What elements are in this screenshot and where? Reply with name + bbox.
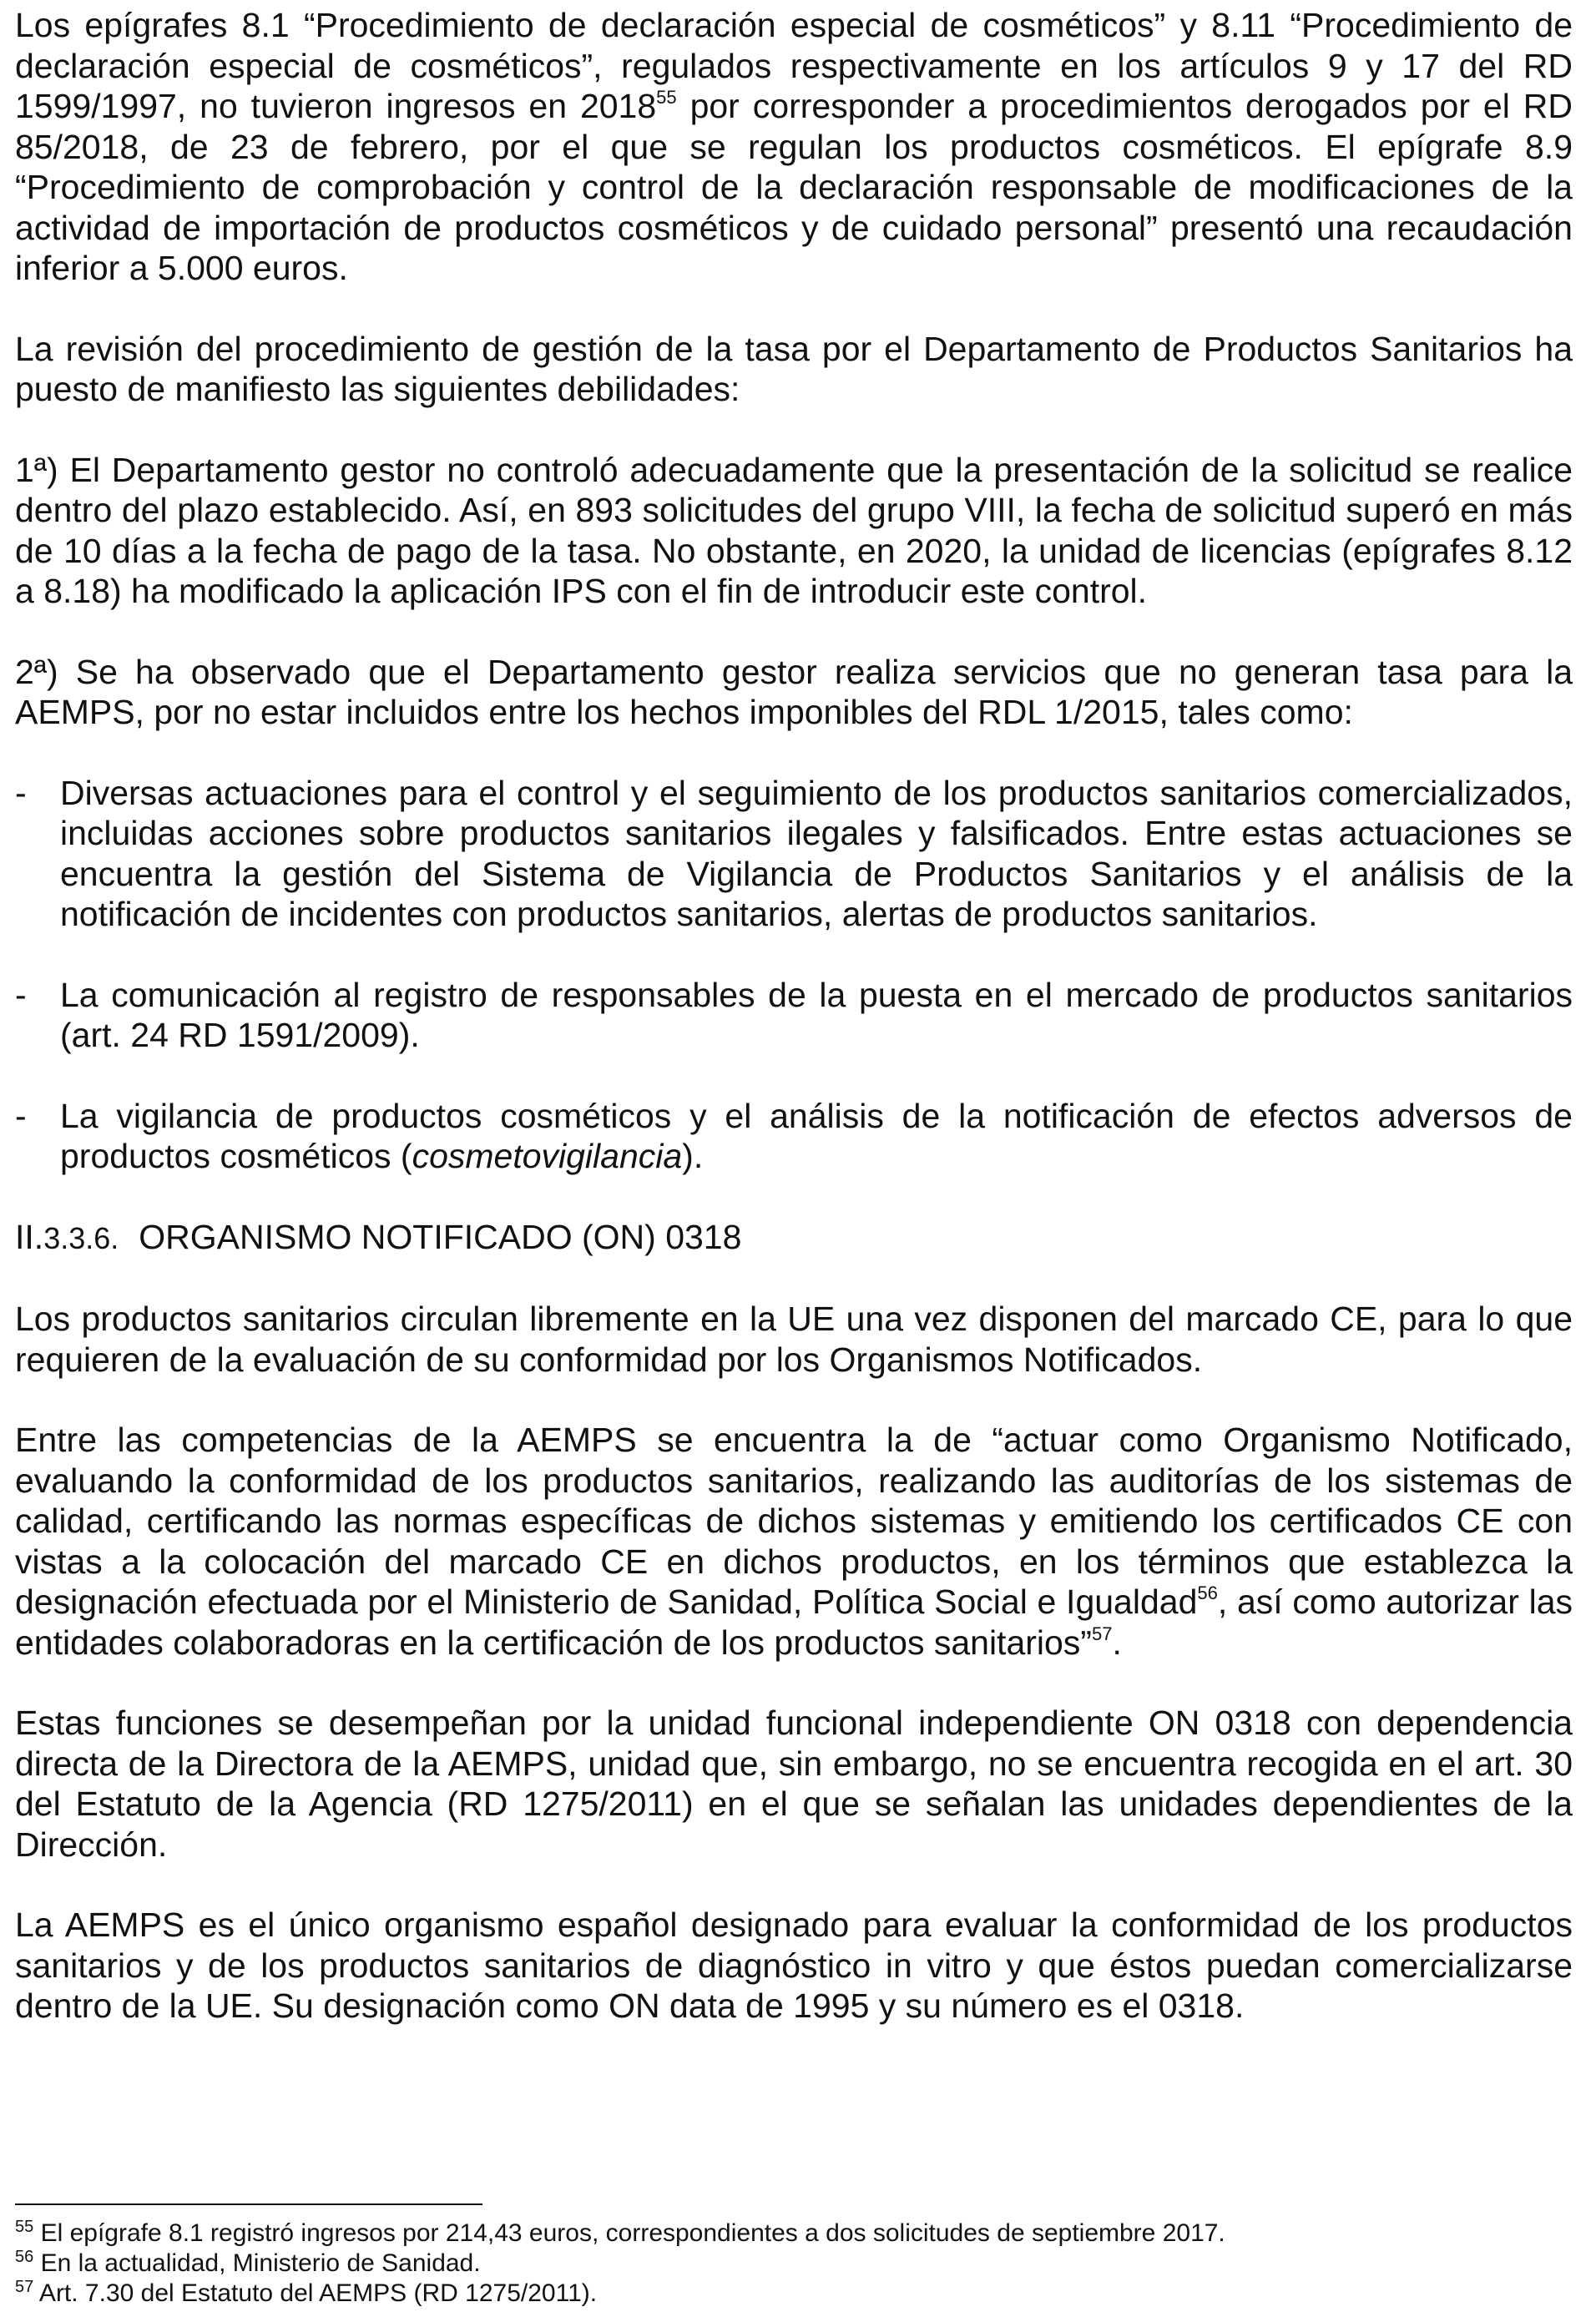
footnote-ref-57[interactable]: 57 — [1091, 1623, 1113, 1644]
footnote-text: Art. 7.30 del Estatuto del AEMPS (RD 1275/2011). — [33, 2279, 598, 2307]
footnote-57 — [15, 2279, 1573, 2309]
list-item-text-part: La vigilancia de productos cosméticos y el análisis de la notificación de efectos adversos de productos cosméticos ( — [60, 1096, 1573, 1175]
paragraph-aemps: La AEMPS es el único organismo español designado para evaluar la conformidad de los productos sanitarios y de los productos sanitarios de diagnóstico in vitro y que éstos puedan comercializarse dentro de la UE. Su designación como ON data de 1995 y su número es el 0318. — [15, 1906, 1573, 2025]
section-number — [15, 1217, 119, 1259]
section-number-suffix: 3.3.6. — [43, 1220, 119, 1255]
paragraph-funciones: Estas funciones se desempeñan por la unidad funcional independiente ON 0318 con dependencia directa de la Directora de la AEMPS, unidad que, sin embargo, no se encuentra recogida en el art. 30 del Estatuto de la Agencia (RD 1275/2011) en el que se señalan las unidades dependientes de la Dirección. — [15, 1704, 1573, 1864]
footnote-56 — [15, 2249, 1573, 2279]
list-item-text — [60, 1096, 1573, 1177]
footnote-ref-56[interactable]: 56 — [1197, 1583, 1218, 1604]
paragraph-text: , así como autorizar las entidades colaboradoras en la certificación de los productos sanitarios” — [15, 1583, 1573, 1662]
footnote-number: 57 — [15, 2278, 34, 2296]
paragraph-revision: La revisión del procedimiento de gestión de la tasa por el Departamento de Productos Sanitarios ha puesto de manifiesto las siguientes debilidades: — [15, 329, 1573, 408]
paragraph-epigrafes — [15, 5, 1573, 289]
bullet-dash: - — [15, 773, 27, 812]
section-title: ORGANISMO NOTIFICADO (ON) 0318 — [139, 1217, 742, 1256]
paragraph-competencias — [15, 1420, 1573, 1663]
document-body — [15, 5, 1573, 2067]
footnote-number: 55 — [15, 2218, 34, 2236]
footnote-text: En la actualidad, Ministerio de Sanidad. — [33, 2249, 481, 2277]
footnote-number: 56 — [15, 2248, 34, 2266]
paragraph-debilidad-2: 2ª) Se ha observado que el Departamento gestor realiza servicios que no generan tasa para la AEMPS, por no estar incluidos entre los hechos imponibles del RDL 1/2015, tales como: — [15, 652, 1573, 731]
footnote-divider — [15, 2203, 482, 2205]
emphasis-term: cosmetovigilancia — [412, 1137, 683, 1175]
footnote-ref-55[interactable]: 55 — [656, 87, 677, 109]
paragraph-debilidad-1: 1ª) El Departamento gestor no controló adecuadamente que la presentación de la solicitud se realice dentro del plazo establecido. Así, en 893 solicitudes del grupo VIII, la fecha de solicitud superó en más de 10 días a la fecha de pago de la tasa. No obstante, en 2020, la unidad de licencias (epígrafes 8.12 a 8.18) ha modificado la aplicación IPS con el fin de introducir este control. — [15, 450, 1573, 610]
paragraph-text: . — [1112, 1623, 1122, 1662]
list-item-text-part: ). — [682, 1137, 704, 1175]
footnote-text: El epígrafe 8.1 registró ingresos por 214,43 euros, correspondientes a dos solicitudes de septiembre 2017. — [33, 2219, 1225, 2247]
paragraph-text: por corresponder a procedimientos derogados por el RD 85/2018, de 23 de febrero, por el que se regulan los productos cosméticos. El epígrafe 8.9 “Procedimiento de comprobación y control de la declaración responsable de modificaciones de la actividad de importación de productos cosméticos y de cuidado personal” presentó una recaudación inferior a 5.000 euros. — [15, 87, 1573, 287]
section-heading — [15, 1217, 1573, 1259]
paragraph-text: Los epígrafes 8.1 “Procedimiento de declaración especial de cosméticos” y 8.11 “Procedimiento de declaración especial de cosméticos”, regulados respectivamente en los artículos 9 y 17 del RD 1599/1997, no tuvieron ingresos en 2018 — [15, 6, 1573, 125]
footnotes — [15, 2203, 1573, 2309]
list-item-text: Diversas actuaciones para el control y el seguimiento de los productos sanitarios comercializados, incluidas acciones sobre productos sanitarios ilegales y falsificados. Entre estas actuaciones se encuentra la gestión del Sistema de Vigilancia de Productos Sanitarios y el análisis de la notificación de incidentes con productos sanitarios, alertas de productos sanitarios. — [60, 773, 1573, 933]
bullet-dash: - — [15, 1096, 27, 1135]
list-item — [15, 773, 1573, 935]
list-item — [15, 975, 1573, 1056]
section-number-prefix: II. — [15, 1217, 44, 1256]
paragraph-productos: Los productos sanitarios circulan libremente en la UE una vez disponen del marcado CE, para lo que requieren de la evaluación de su conformidad por los Organismos Notificados. — [15, 1300, 1573, 1379]
bullet-dash: - — [15, 975, 27, 1014]
paragraph-text: Entre las competencias de la AEMPS se encuentra la de “actuar como Organismo Notificado, evaluando la conformidad de los productos sanitarios, realizando las auditorías de los sistemas de calidad, certificando las normas específicas de dichos sistemas y emitiendo los certificados CE con vistas a la colocación del marcado CE en dichos productos, en los términos que establezca la designación efectuada por el Ministerio de Sanidad, Política Social e Igualdad — [15, 1421, 1573, 1621]
footnote-55 — [15, 2219, 1573, 2249]
list-item — [15, 1096, 1573, 1177]
list-item-text: La comunicación al registro de responsables de la puesta en el mercado de productos sanitarios (art. 24 RD 1591/2009). — [60, 975, 1573, 1054]
